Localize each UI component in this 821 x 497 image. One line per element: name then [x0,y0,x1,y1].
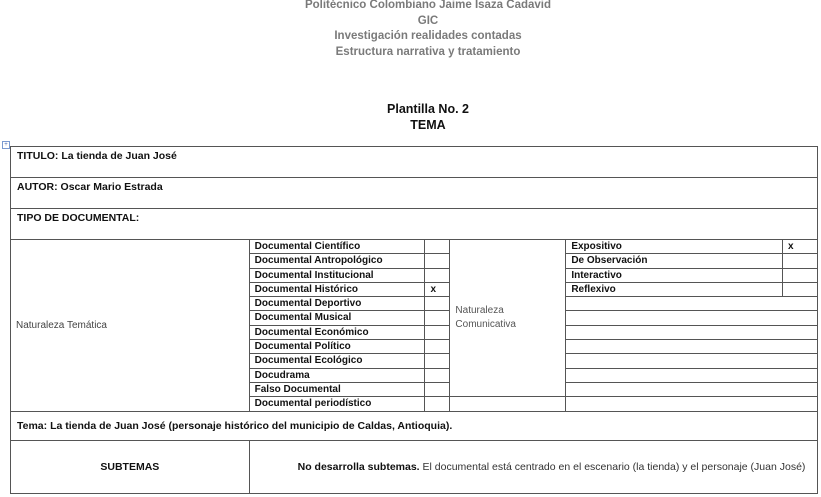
tematica-label: Documental Antropológico [249,254,425,268]
tematica-mark [425,311,450,325]
tematica-label: Documental Ecológico [249,354,425,368]
tematica-mark [425,368,450,382]
table-move-handle-icon[interactable]: + [2,141,10,149]
naturaleza-tematica-label: Naturaleza Temática [11,240,250,412]
tematica-label: Documental Histórico [249,282,425,296]
tematica-mark [425,297,450,311]
empty-cell [566,325,818,339]
matrix-row [11,240,818,254]
tematica-label: Documental Económico [249,325,425,339]
template-subtitle: TEMA [410,118,446,132]
tematica-mark [425,340,450,354]
tematica-mark [425,268,450,282]
subtemas-bold: No desarrolla subtemas. [297,460,420,473]
form-table [10,146,818,494]
autor-cell: AUTOR: Oscar Mario Estrada [11,178,818,209]
tema-cell: Tema: La tienda de Juan José (personaje histórico del municipio de Caldas, Antioquia). [11,411,818,440]
empty-cell [450,397,566,411]
tematica-mark [425,240,450,254]
tematica-mark [425,382,450,396]
tematica-mark: x [425,282,450,296]
header-line: Investigación realidades contadas [334,30,522,42]
empty-cell [566,297,818,311]
empty-cell [566,354,818,368]
tematica-label: Documental Musical [249,311,425,325]
empty-cell [566,397,818,411]
tematica-label: Documental Institucional [249,268,425,282]
template-heading [0,101,821,133]
comunicativa-mark [783,282,818,296]
header-line: Politécnico Colombiano Jaime Isaza Cadavid [304,0,552,11]
comunicativa-label: Reflexivo [566,282,783,296]
document-header [0,0,821,60]
template-title: Plantilla No. 2 [387,102,469,116]
header-line: Estructura narrativa y tratamiento [335,45,521,58]
subtemas-label: SUBTEMAS [11,440,250,493]
tematica-label: Documental Político [249,340,425,354]
empty-cell [566,368,818,382]
comunicativa-mark [783,254,818,268]
empty-cell [566,311,818,325]
tematica-label: Falso Documental [249,382,425,396]
tematica-mark [425,254,450,268]
tematica-mark [425,397,450,411]
tematica-label: Documental Científico [249,240,425,254]
tematica-label: Documental periodístico [249,397,425,411]
header-line: GIC [417,14,439,27]
subtemas-cell [249,440,817,493]
tematica-label: Documental Deportivo [249,297,425,311]
comunicativa-mark: x [783,240,818,254]
tematica-mark [425,325,450,339]
comunicativa-label: De Observación [566,254,783,268]
titulo-cell: TITULO: La tienda de Juan José [11,147,818,178]
tematica-label: Docudrama [249,368,425,382]
subtemas-text: El documental está centrado en el escenario (la tienda) y el personaje (Juan José) [419,460,806,473]
tipo-cell: TIPO DE DOCUMENTAL: [11,209,818,240]
empty-cell [566,382,818,396]
comunicativa-mark [783,268,818,282]
tematica-mark [425,354,450,368]
comunicativa-label: Interactivo [566,268,783,282]
naturaleza-comunicativa-label: Naturaleza Comunicativa [450,240,566,397]
empty-cell [566,340,818,354]
comunicativa-label: Expositivo [566,240,783,254]
